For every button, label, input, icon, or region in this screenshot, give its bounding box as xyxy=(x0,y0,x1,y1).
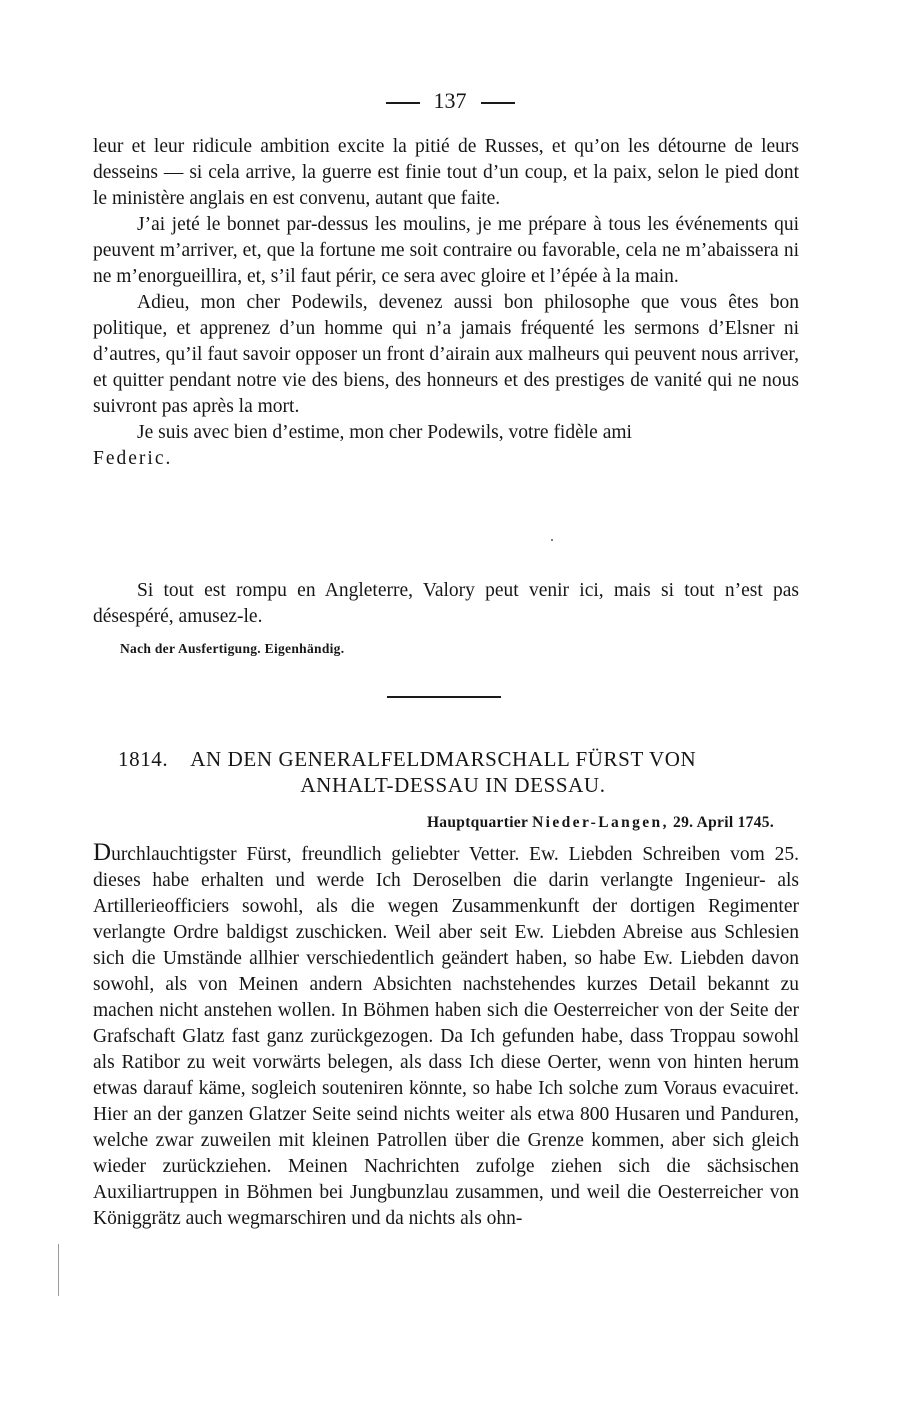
header-dash-right xyxy=(481,102,515,104)
letter-paragraph-3: Adieu, mon cher Podewils, devenez aussi bon philosophe que vous êtes bon politique, et apprenez d’un homme qui n’a jamais fréquenté les sermons d’Elsner ni d’autres, qu’il faut savoir opposer un front d’airain aux malheurs qui peuvent nous arriver, et quitter pendant notre vie des biens, des honneurs et des prestiges de vanité qui ne nous suivront pas après la mort. xyxy=(93,292,799,417)
dateline-date: 29. April 1745. xyxy=(673,814,774,831)
heading-line-1: AN DEN GENERALFELDMARSCHALL FÜRST VON xyxy=(190,747,697,771)
dateline-prefix: Hauptquartier xyxy=(426,814,528,831)
letter-body-text: urchlauchtigster Fürst, freundlich geliebter Vetter. Ew. Liebden Schreiben vom 25. dieses habe erhalten und werde Ich Deroselben die darin verlangte Ingenieur- als Artillerieofficiers sowohl, als die wegen Zusammenkunft der dortigen Regimenter verlangte Ordre baldigst zuschicken. Weil aber seit Ew. Liebden Abreise aus Schlesien sich die Umstände allhier verschiedentlich geändert haben, so habe Ew. Liebden davon sowohl, als von Meinen andern Absichten nachstehendes kurzes Detail bekannt zu machen nicht anstehen wollen. In Böhmen haben sich die Oesterreicher von der Seite der Grafschaft Glatz fast ganz zurückgezogen. Da Ich gefunden habe, dass Troppau sowohl als Ratibor zu weit vorwärts belegen, als dass Ich diese Oerter, wenn von hinten herum etwas darauf käme, sogleich souteniren könnte, so habe Ich solche zum Voraus evacuiret. Hier an der ganzen Glatzer Seite seind nichts weiter als etwa 800 Husaren und Panduren, welche zwar zuweilen mit kleinen Patrollen über die Grenze kommen, aber sich gleich wieder zurückziehen. Meinen Nachrichten zufolge ziehen sich die sächsischen Auxiliartruppen in Böhmen bei Jungbunzlau zusammen, und weil die Oesterreicher von Königgrätz auch wegmarschiren und da nichts als ohn- xyxy=(93,844,799,1229)
postscript: Si tout est rompu en Angleterre, Valory peut venir ici, mais si tout n’est pas désespéré, amusez-le. xyxy=(93,580,799,627)
initial-letter: D xyxy=(93,839,112,866)
stray-mark xyxy=(551,539,553,541)
letter-body-paragraph xyxy=(93,840,799,1232)
heading-line-2: ANHALT-DESSAU IN DESSAU. xyxy=(300,773,606,797)
dateline-place: Nieder-Langen, xyxy=(532,814,669,831)
header-dash-left xyxy=(386,102,420,104)
source-note: Nach der Ausfertigung. Eigenhändig. xyxy=(120,641,345,656)
page-header xyxy=(0,86,900,116)
letter-number: 1814. xyxy=(118,747,169,771)
dateline xyxy=(427,814,774,832)
section-divider xyxy=(387,696,501,698)
letter-body xyxy=(93,840,799,1232)
postscript-block xyxy=(93,578,799,630)
letter-closing: Je suis avec bien d’estime, mon cher Podewils, votre fidèle ami xyxy=(137,422,632,443)
letter-continuation xyxy=(93,134,799,472)
letter-paragraph-2: J’ai jeté le bonnet par-dessus les moulins, je me prépare à tous les événements qui peuvent m’arriver, et, que la fortune me soit contraire ou favorable, cela ne m’abaissera ni ne m’enorgueillira, et, s’il faut périr, ce sera avec gloire et l’épée à la main. xyxy=(93,214,799,287)
margin-mark xyxy=(58,1244,59,1296)
letter-signature: Federic. xyxy=(93,448,173,469)
letter-paragraph-1: leur et leur ridicule ambition excite la pitié de Russes, et qu’on les détourne de leurs desseins — si cela arrive, la guerre est finie tout d’un coup, et la paix, selon le pied dont le ministère anglais en est convenu, autant que faite. xyxy=(93,136,799,209)
letter-heading xyxy=(118,746,808,798)
page-number: 137 xyxy=(433,88,467,113)
